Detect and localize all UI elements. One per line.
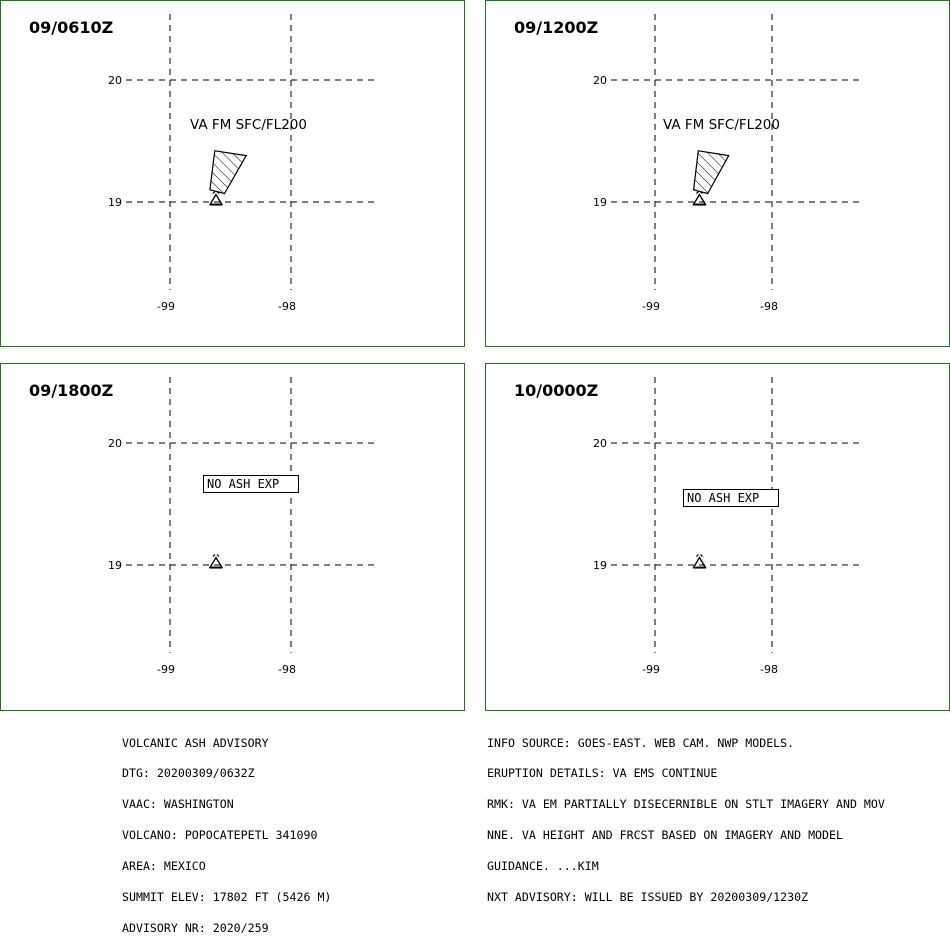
latitude-label: 19 xyxy=(593,559,607,572)
latitude-label: 20 xyxy=(593,437,607,450)
advisory-guidance: GUIDANCE. ...KIM xyxy=(487,859,599,874)
advisory-vaac: VAAC: WASHINGTON xyxy=(122,797,234,812)
valid-time-label: 09/1800Z xyxy=(29,381,114,400)
advisory-next: NXT ADVISORY: WILL BE ISSUED BY 20200309/1230Z xyxy=(487,890,809,905)
longitude-label: -99 xyxy=(642,300,660,313)
longitude-label: -99 xyxy=(157,663,175,676)
advisory-details-text xyxy=(487,717,885,913)
longitude-label: -98 xyxy=(760,300,778,313)
map-panel-4 xyxy=(486,364,950,711)
longitude-label: -99 xyxy=(157,300,175,313)
advisory-number: ADVISORY NR: 2020/259 xyxy=(122,920,269,935)
map-panel-1 xyxy=(1,1,465,347)
valid-time-label: 09/0610Z xyxy=(29,18,114,37)
advisory-title: VOLCANIC ASH ADVISORY xyxy=(122,735,269,750)
map-panel-3 xyxy=(1,364,465,711)
ash-layer-label: VA FM SFC/FL200 xyxy=(190,117,307,133)
latitude-label: 19 xyxy=(108,559,122,572)
advisory-dtg: DTG: 20200309/0632Z xyxy=(122,766,255,781)
valid-time-label: 10/0000Z xyxy=(514,381,599,400)
longitude-label: -99 xyxy=(642,663,660,676)
latitude-label: 20 xyxy=(108,74,122,87)
advisory-area: AREA: MEXICO xyxy=(122,859,206,874)
longitude-label: -98 xyxy=(278,663,296,676)
panel-border xyxy=(486,364,950,711)
longitude-label: -98 xyxy=(278,300,296,313)
panel-border xyxy=(1,364,465,711)
latitude-label: 19 xyxy=(593,196,607,209)
valid-time-label: 09/1200Z xyxy=(514,18,599,37)
no-ash-label: NO ASH EXP xyxy=(207,477,280,491)
ash-layer-label: VA FM SFC/FL200 xyxy=(663,117,780,133)
advisory-remark: RMK: VA EM PARTIALLY DISECERNIBLE ON STLT IMAGERY AND MOV xyxy=(487,797,885,812)
latitude-label: 20 xyxy=(108,437,122,450)
advisory-eruption-details: ERUPTION DETAILS: VA EMS CONTINUE xyxy=(487,766,718,781)
advisory-remark-cont: NNE. VA HEIGHT AND FRCST BASED ON IMAGERY AND MODEL xyxy=(487,828,843,843)
latitude-label: 19 xyxy=(108,196,122,209)
map-panel-2 xyxy=(486,1,950,347)
advisory-info-source: INFO SOURCE: GOES-EAST. WEB CAM. NWP MODELS. xyxy=(487,735,795,750)
advisory-volcano: VOLCANO: POPOCATEPETL 341090 xyxy=(122,828,318,843)
longitude-label: -98 xyxy=(760,663,778,676)
latitude-label: 20 xyxy=(593,74,607,87)
no-ash-label: NO ASH EXP xyxy=(687,491,760,505)
advisory-header-text xyxy=(122,717,331,944)
advisory-summit-elev: SUMMIT ELEV: 17802 FT (5426 M) xyxy=(122,890,332,905)
